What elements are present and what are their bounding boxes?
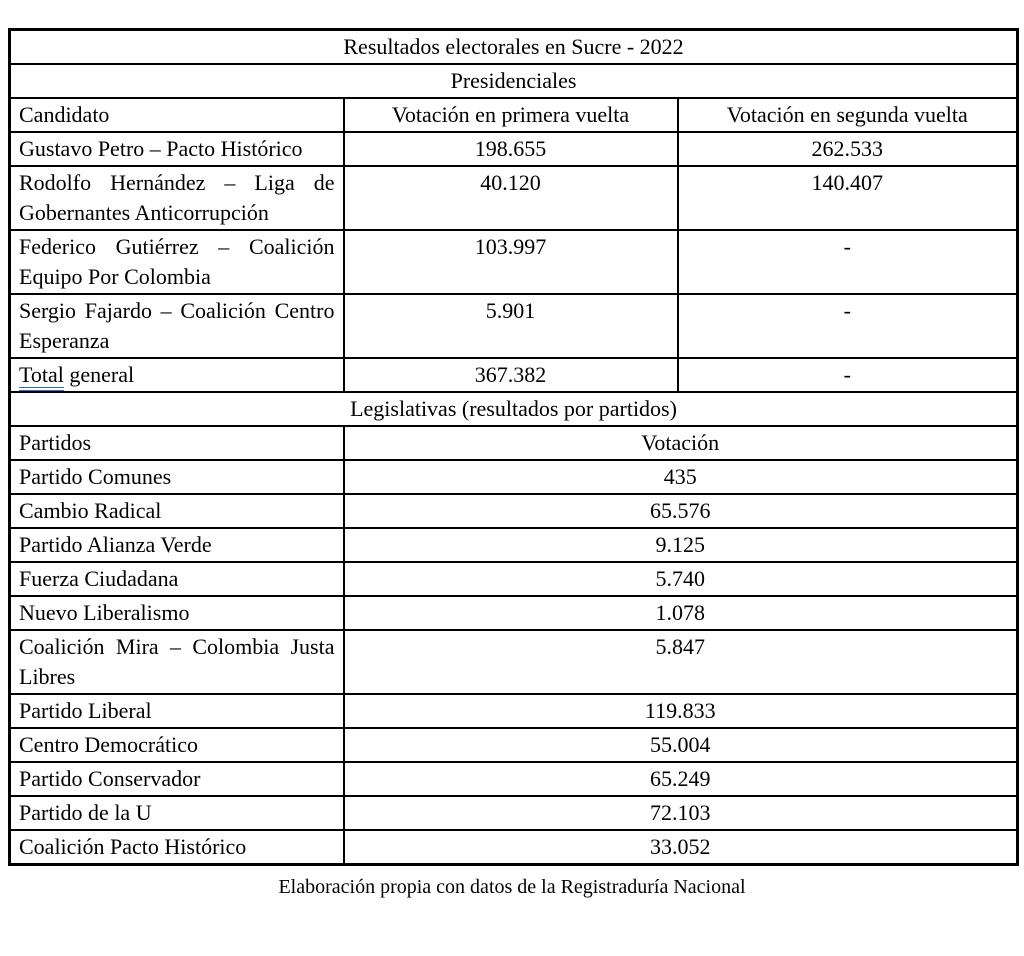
table-caption: Elaboración propia con datos de la Registraduría Nacional [278,876,746,898]
column-header-segunda-vuelta: Votación en segunda vuelta [678,98,1018,132]
total-first-round-votes: 367.382 [344,358,678,392]
second-round-votes: - [678,294,1018,358]
table-row [10,830,1018,865]
first-round-votes: 103.997 [344,230,678,294]
table-row [10,528,1018,562]
table-title: Resultados electorales en Sucre - 2022 [10,30,1018,65]
votes-cell: 72.103 [344,796,1018,830]
party-cell: Centro Democrático [10,728,344,762]
party-cell: Partido Comunes [10,460,344,494]
total-label-rest: general [63,362,135,387]
party-cell: Coalición Pacto Histórico [10,830,344,865]
table-row [10,596,1018,630]
second-round-votes: 140.407 [678,166,1018,230]
votes-cell: 119.833 [344,694,1018,728]
table-row [10,166,1018,230]
votes-cell: 65.576 [344,494,1018,528]
table-row [10,494,1018,528]
votes-cell: 5.847 [344,630,1018,694]
table-row [10,728,1018,762]
table-row [10,460,1018,494]
second-round-votes: - [678,230,1018,294]
legislative-section-title: Legislativas (resultados por partidos) [10,392,1018,426]
party-cell: Partido Alianza Verde [10,528,344,562]
first-round-votes: 5.901 [344,294,678,358]
candidate-cell: Sergio Fajardo – Coalición Centro Esperanza [10,294,344,358]
table-row [10,562,1018,596]
table-row [10,132,1018,166]
presidential-section-title: Presidenciales [10,64,1018,98]
party-cell: Cambio Radical [10,494,344,528]
votes-cell: 55.004 [344,728,1018,762]
votes-cell: 5.740 [344,562,1018,596]
votes-cell: 65.249 [344,762,1018,796]
party-cell: Partido de la U [10,796,344,830]
legislative-section-row [10,392,1018,426]
presidential-header-row [10,98,1018,132]
votes-cell: 9.125 [344,528,1018,562]
candidate-cell: Gustavo Petro – Pacto Histórico [10,132,344,166]
column-header-primera-vuelta: Votación en primera vuelta [344,98,678,132]
party-cell: Coalición Mira – Colombia Justa Libres [10,630,344,694]
legislative-header-row [10,426,1018,460]
column-header-candidato: Candidato [10,98,344,132]
candidate-cell: Rodolfo Hernández – Liga de Gobernantes Anticorrupción [10,166,344,230]
total-row [10,358,1018,392]
table-row [10,762,1018,796]
column-header-votacion: Votación [344,426,1018,460]
table-row [10,294,1018,358]
party-cell: Partido Liberal [10,694,344,728]
presidential-section-row [10,64,1018,98]
second-round-votes: 262.533 [678,132,1018,166]
table-title-row [10,30,1018,65]
table-row [10,230,1018,294]
candidate-cell: Federico Gutiérrez – Coalición Equipo Por Colombia [10,230,344,294]
votes-cell: 435 [344,460,1018,494]
table-row [10,630,1018,694]
total-label-cell [10,358,344,392]
votes-cell: 33.052 [344,830,1018,865]
party-cell: Partido Conservador [10,762,344,796]
table-row [10,694,1018,728]
party-cell: Fuerza Ciudadana [10,562,344,596]
party-cell: Nuevo Liberalismo [10,596,344,630]
grammar-check-underline: Total [19,362,64,391]
first-round-votes: 40.120 [344,166,678,230]
column-header-partidos: Partidos [10,426,344,460]
total-second-round-votes: - [678,358,1018,392]
table-row [10,796,1018,830]
votes-cell: 1.078 [344,596,1018,630]
first-round-votes: 198.655 [344,132,678,166]
election-results-table [8,28,1019,866]
